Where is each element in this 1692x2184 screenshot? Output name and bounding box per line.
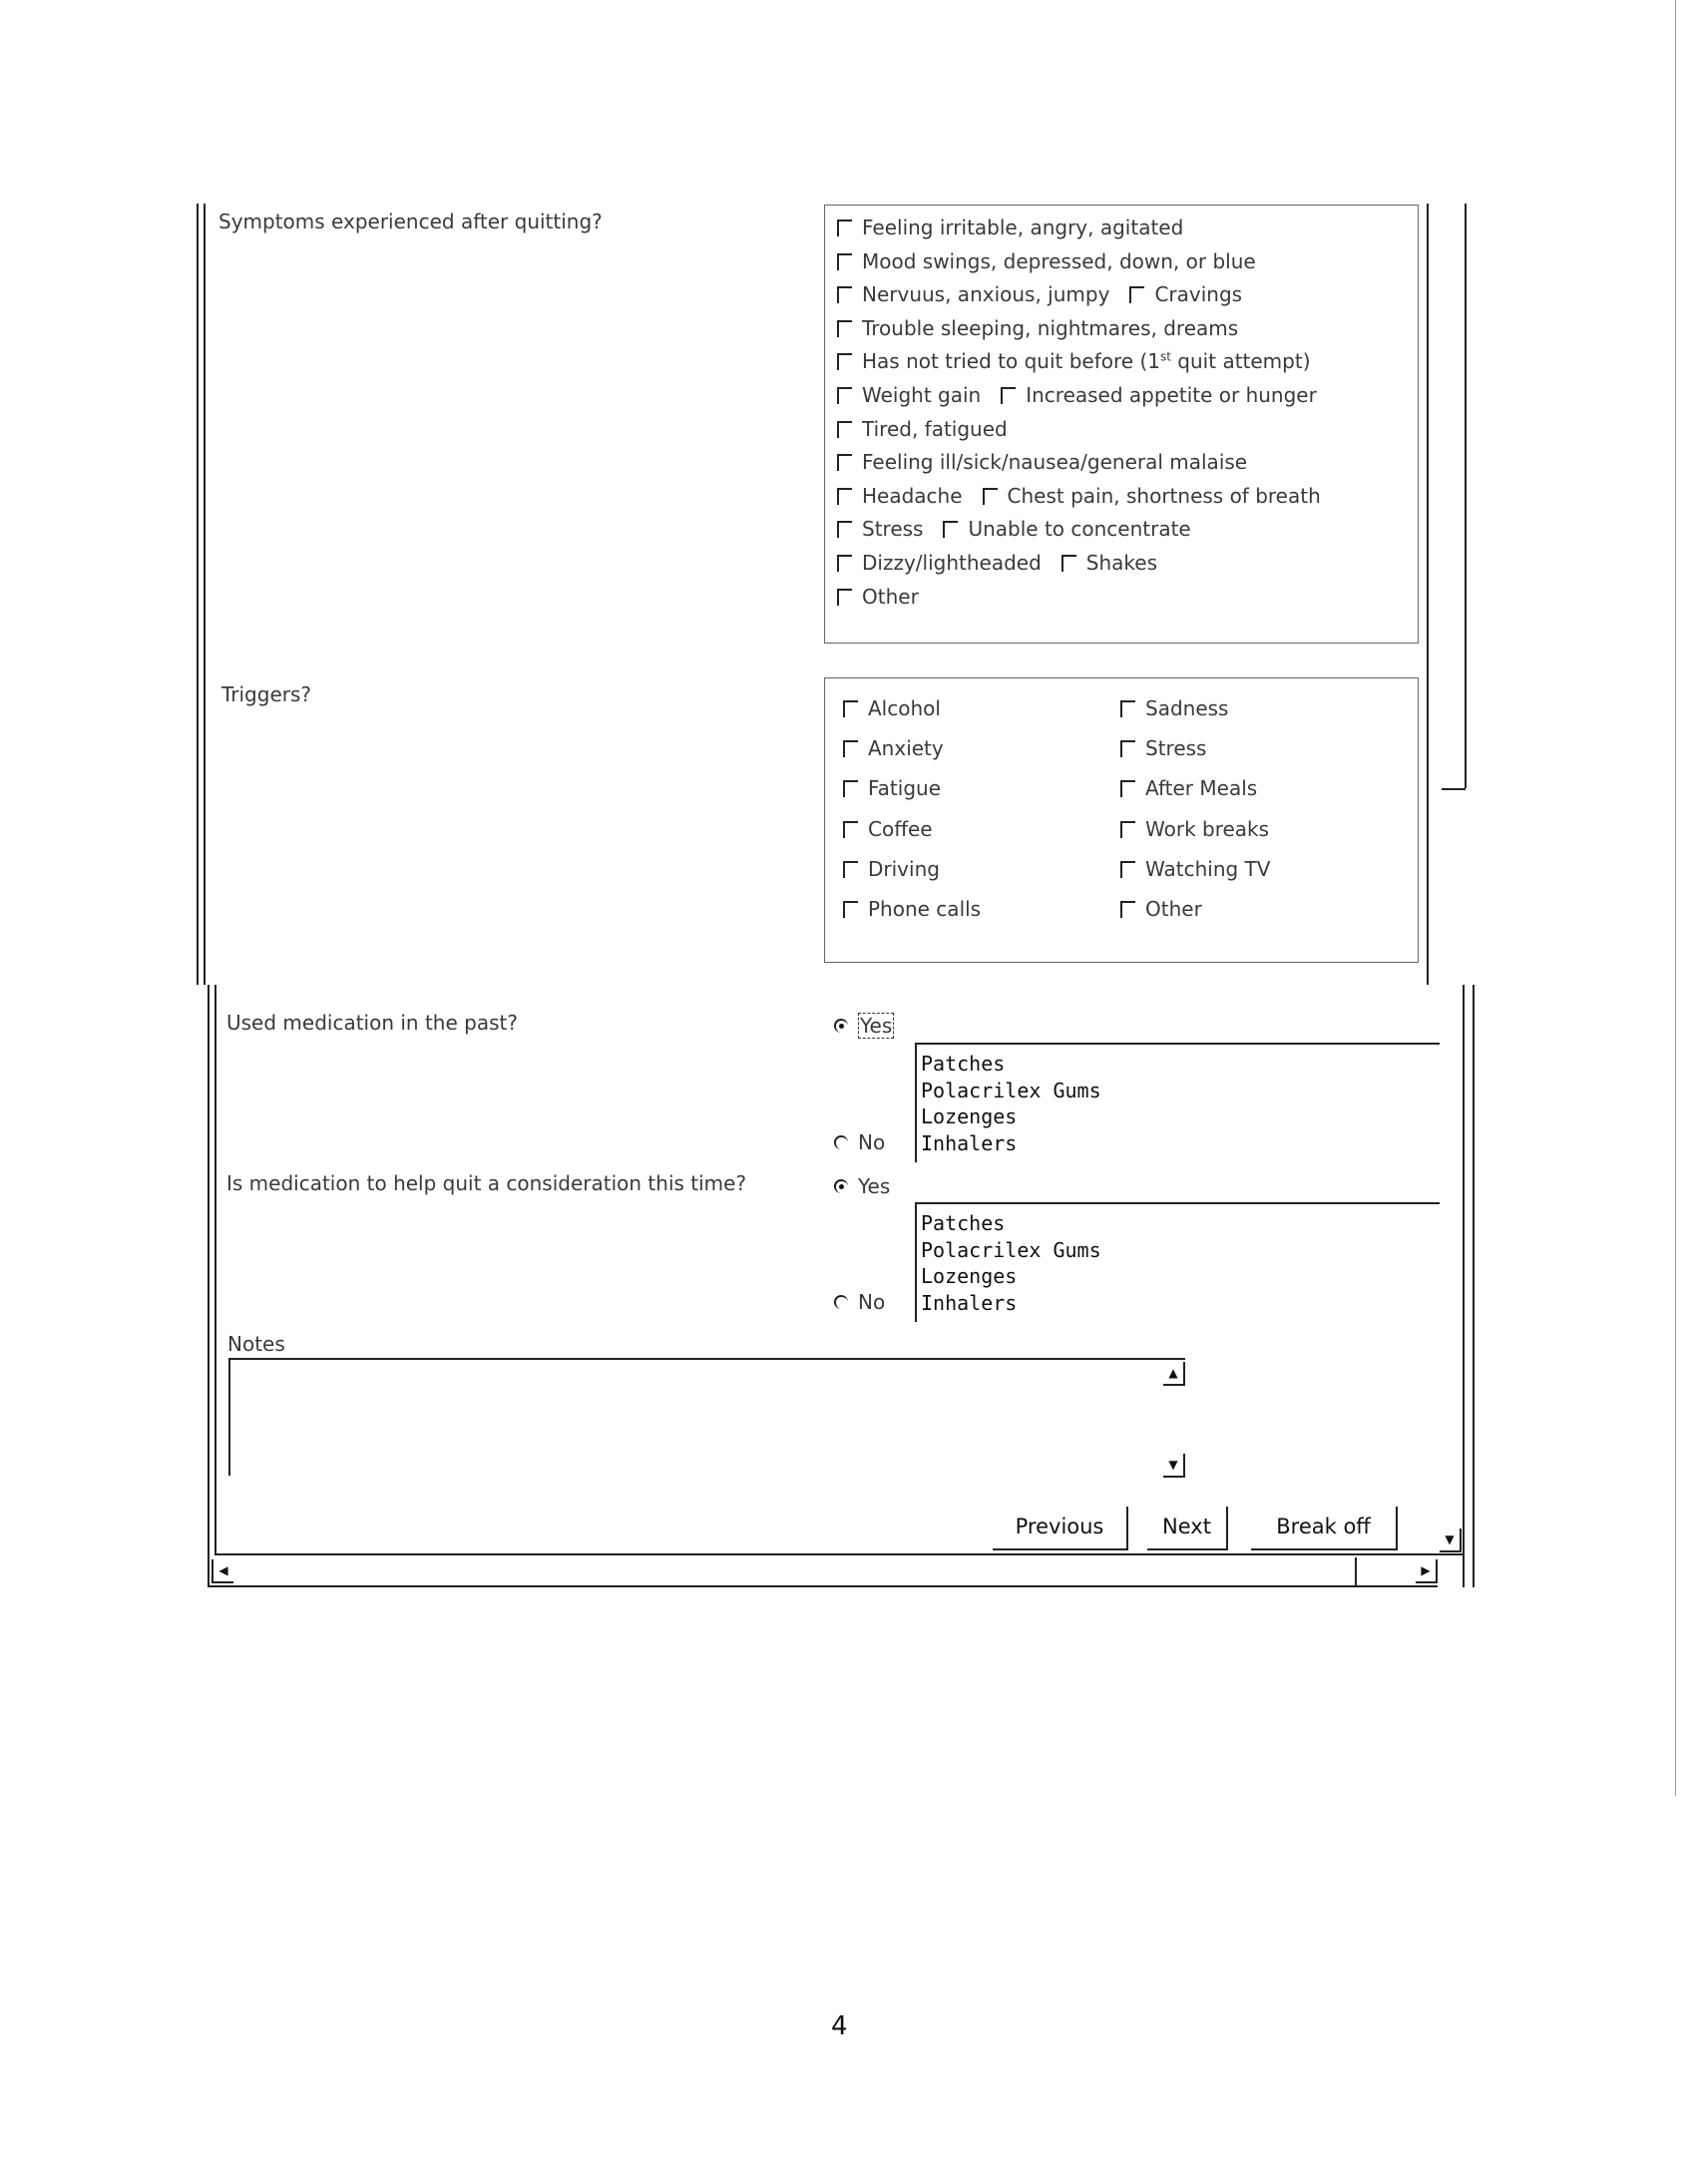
symptom-label: quit attempt): [1170, 349, 1311, 374]
symptom-checkbox[interactable]: [1129, 282, 1242, 306]
checkbox-icon: [837, 387, 852, 404]
frame-border-right: [1427, 204, 1429, 985]
superscript: st: [1159, 349, 1171, 364]
symptom-row: [837, 282, 1242, 306]
symptom-checkbox[interactable]: [837, 484, 963, 508]
symptom-label: Weight gain: [862, 383, 982, 407]
symptom-label: Trouble sleeping, nightmares, dreams: [862, 315, 1239, 340]
past-medication-yes-radio[interactable]: Yes: [834, 1014, 894, 1038]
symptom-row: [837, 316, 1238, 340]
trigger-checkbox[interactable]: [843, 696, 941, 720]
consider-medication-yes-radio[interactable]: Yes: [834, 1174, 890, 1198]
notes-label: Notes: [227, 1332, 285, 1356]
symptom-label: Increased appetite or hunger: [1026, 383, 1317, 407]
symptom-row: [837, 383, 1317, 407]
symptom-row: [837, 249, 1256, 273]
frame-scrollbar-edge: [1465, 204, 1467, 788]
trigger-label: Coffee: [868, 816, 933, 841]
symptom-label: Cravings: [1154, 282, 1243, 307]
symptom-label: Headache: [862, 483, 963, 508]
panel-border-right-outer: [1473, 985, 1475, 1587]
symptom-checkbox[interactable]: [837, 249, 1256, 273]
list-option[interactable]: Polacrilex Gums: [921, 1078, 1101, 1102]
radio-empty-icon: [834, 1135, 848, 1149]
checkbox-icon: [837, 286, 852, 303]
symptom-label: Has not tried to quit before (1: [862, 349, 1160, 374]
scroll-right-icon[interactable]: ▶: [1416, 1559, 1438, 1583]
notes-textarea[interactable]: [228, 1358, 1185, 1476]
symptom-row: [837, 349, 1311, 373]
checkbox-icon: [1120, 740, 1135, 757]
next-button[interactable]: Next: [1147, 1507, 1228, 1550]
trigger-label: After Meals: [1145, 776, 1258, 801]
symptom-row: [837, 585, 919, 609]
radio-empty-icon: [834, 1295, 848, 1309]
scroll-left-icon[interactable]: ◀: [212, 1559, 233, 1583]
checkbox-icon: [837, 421, 852, 438]
trigger-checkbox[interactable]: [843, 857, 940, 881]
symptom-checkbox[interactable]: [983, 484, 1321, 508]
trigger-checkbox[interactable]: [843, 897, 981, 921]
symptom-label: Nervuus, anxious, jumpy: [862, 282, 1110, 307]
past-medication-listbox[interactable]: [915, 1043, 1440, 1162]
checkbox-icon: [1001, 387, 1016, 404]
checkbox-icon: [837, 353, 852, 370]
list-option[interactable]: Inhalers: [921, 1290, 1018, 1315]
symptom-row: [837, 216, 1183, 239]
symptoms-checkbox-group: [824, 205, 1419, 644]
trigger-checkbox[interactable]: [1120, 776, 1257, 800]
scroll-down-icon[interactable]: ▼: [1163, 1454, 1185, 1478]
page-edge-line: [1675, 0, 1676, 1796]
list-option[interactable]: Polacrilex Gums: [921, 1237, 1101, 1262]
symptom-label: Dizzy/lightheaded: [862, 551, 1042, 575]
trigger-label: Other: [1145, 897, 1202, 921]
list-option[interactable]: Lozenges: [921, 1264, 1018, 1288]
frame-border-left-inner: [204, 204, 206, 985]
trigger-label: Watching TV: [1145, 856, 1271, 881]
symptom-row: [837, 417, 1008, 441]
symptoms-label: Symptoms experienced after quitting?: [218, 210, 603, 233]
symptom-checkbox[interactable]: [837, 450, 1247, 474]
list-option[interactable]: Inhalers: [921, 1130, 1018, 1155]
symptom-row: [837, 517, 1191, 541]
triggers-label: Triggers?: [221, 682, 312, 706]
panel-border-left-inner: [214, 985, 216, 1555]
symptom-row: [837, 484, 1321, 508]
checkbox-icon: [843, 740, 858, 757]
list-option[interactable]: Patches: [921, 1211, 1006, 1235]
symptom-checkbox[interactable]: [837, 282, 1109, 306]
trigger-checkbox[interactable]: [843, 776, 941, 800]
checkbox-icon: [837, 488, 852, 505]
symptom-label: Tired, fatigued: [862, 416, 1008, 441]
symptom-checkbox[interactable]: [837, 551, 1042, 575]
vertical-scroll-down-icon[interactable]: ▼: [1440, 1529, 1462, 1552]
consider-medication-label: Is medication to help quit a consideration this time?: [226, 1171, 747, 1195]
symptom-label: Chest pain, shortness of breath: [1007, 483, 1321, 508]
panel-border-bottom: [214, 1553, 1464, 1555]
symptom-label: Stress: [862, 517, 924, 542]
symptom-checkbox[interactable]: [837, 216, 1183, 239]
symptom-checkbox[interactable]: [837, 316, 1238, 340]
checkbox-icon: [843, 780, 858, 797]
symptom-checkbox[interactable]: [837, 517, 923, 541]
frame-hook: [1442, 788, 1466, 790]
trigger-label: Anxiety: [868, 736, 944, 761]
trigger-checkbox[interactable]: [843, 817, 933, 841]
symptom-label: Unable to concentrate: [968, 517, 1191, 542]
break-off-button[interactable]: Break off: [1251, 1507, 1398, 1550]
symptom-label: Mood swings, depressed, down, or blue: [862, 248, 1256, 273]
panel-border-right: [1463, 985, 1465, 1587]
list-option[interactable]: Lozenges: [921, 1104, 1018, 1128]
radio-selected-icon: [834, 1019, 848, 1033]
symptom-row: [837, 551, 1157, 575]
symptom-checkbox[interactable]: [837, 349, 1311, 373]
checkbox-icon: [837, 219, 852, 236]
horizontal-scrollbar[interactable]: [208, 1557, 1438, 1587]
trigger-label: Stress: [1145, 736, 1207, 761]
symptom-checkbox[interactable]: [837, 417, 1008, 441]
consider-medication-listbox[interactable]: [915, 1202, 1440, 1322]
checkbox-icon: [1120, 780, 1135, 797]
symptom-checkbox[interactable]: [837, 585, 919, 609]
symptom-checkbox[interactable]: [1061, 551, 1157, 575]
scroll-up-icon[interactable]: ▲: [1163, 1362, 1185, 1386]
checkbox-icon: [1061, 555, 1076, 572]
symptom-checkbox[interactable]: [1001, 383, 1317, 407]
past-medication-no-radio[interactable]: No: [834, 1130, 885, 1154]
radio-selected-icon: [834, 1179, 848, 1193]
checkbox-icon: [1120, 821, 1135, 838]
checkbox-icon: [1129, 286, 1144, 303]
checkbox-icon: [843, 861, 858, 878]
trigger-label: Alcohol: [868, 696, 941, 720]
symptom-checkbox[interactable]: [943, 517, 1190, 541]
trigger-label: Driving: [868, 856, 940, 881]
trigger-checkbox[interactable]: [843, 736, 944, 760]
symptom-label: Shakes: [1085, 551, 1158, 575]
checkbox-icon: [1120, 901, 1135, 918]
trigger-label: Phone calls: [868, 897, 982, 921]
checkbox-icon: [837, 320, 852, 337]
checkbox-icon: [843, 700, 858, 717]
trigger-checkbox[interactable]: [1120, 857, 1270, 881]
triggers-checkbox-group: [824, 677, 1419, 963]
symptom-label: Other: [862, 584, 919, 609]
symptom-row: [837, 450, 1247, 474]
symptom-checkbox[interactable]: [837, 383, 981, 407]
checkbox-icon: [837, 454, 852, 471]
trigger-label: Work breaks: [1145, 816, 1270, 841]
trigger-label: Fatigue: [868, 776, 941, 801]
trigger-checkbox[interactable]: [1120, 817, 1269, 841]
consider-medication-no-radio[interactable]: No: [834, 1290, 885, 1314]
trigger-checkbox[interactable]: [1120, 696, 1228, 720]
checkbox-icon: [837, 253, 852, 270]
checkbox-icon: [837, 521, 852, 538]
previous-button[interactable]: Previous: [993, 1507, 1128, 1550]
checkbox-icon: [843, 901, 858, 918]
trigger-label: Sadness: [1145, 696, 1229, 720]
checkbox-icon: [943, 521, 958, 538]
checkbox-icon: [1120, 700, 1135, 717]
checkbox-icon: [837, 589, 852, 606]
panel-border-left: [208, 985, 210, 1587]
symptom-label: Feeling ill/sick/nausea/general malaise: [862, 450, 1248, 475]
trigger-checkbox[interactable]: [1120, 736, 1206, 760]
frame-border-left: [197, 204, 199, 985]
trigger-checkbox[interactable]: [1120, 897, 1202, 921]
checkbox-icon: [983, 488, 998, 505]
scrollbar-thumb[interactable]: [237, 1557, 1357, 1585]
page-number: 4: [831, 2011, 848, 2041]
list-option[interactable]: Patches: [921, 1052, 1006, 1076]
past-medication-label: Used medication in the past?: [226, 1011, 518, 1035]
checkbox-icon: [843, 821, 858, 838]
symptom-label: Feeling irritable, angry, agitated: [862, 216, 1184, 239]
checkbox-icon: [837, 555, 852, 572]
checkbox-icon: [1120, 861, 1135, 878]
